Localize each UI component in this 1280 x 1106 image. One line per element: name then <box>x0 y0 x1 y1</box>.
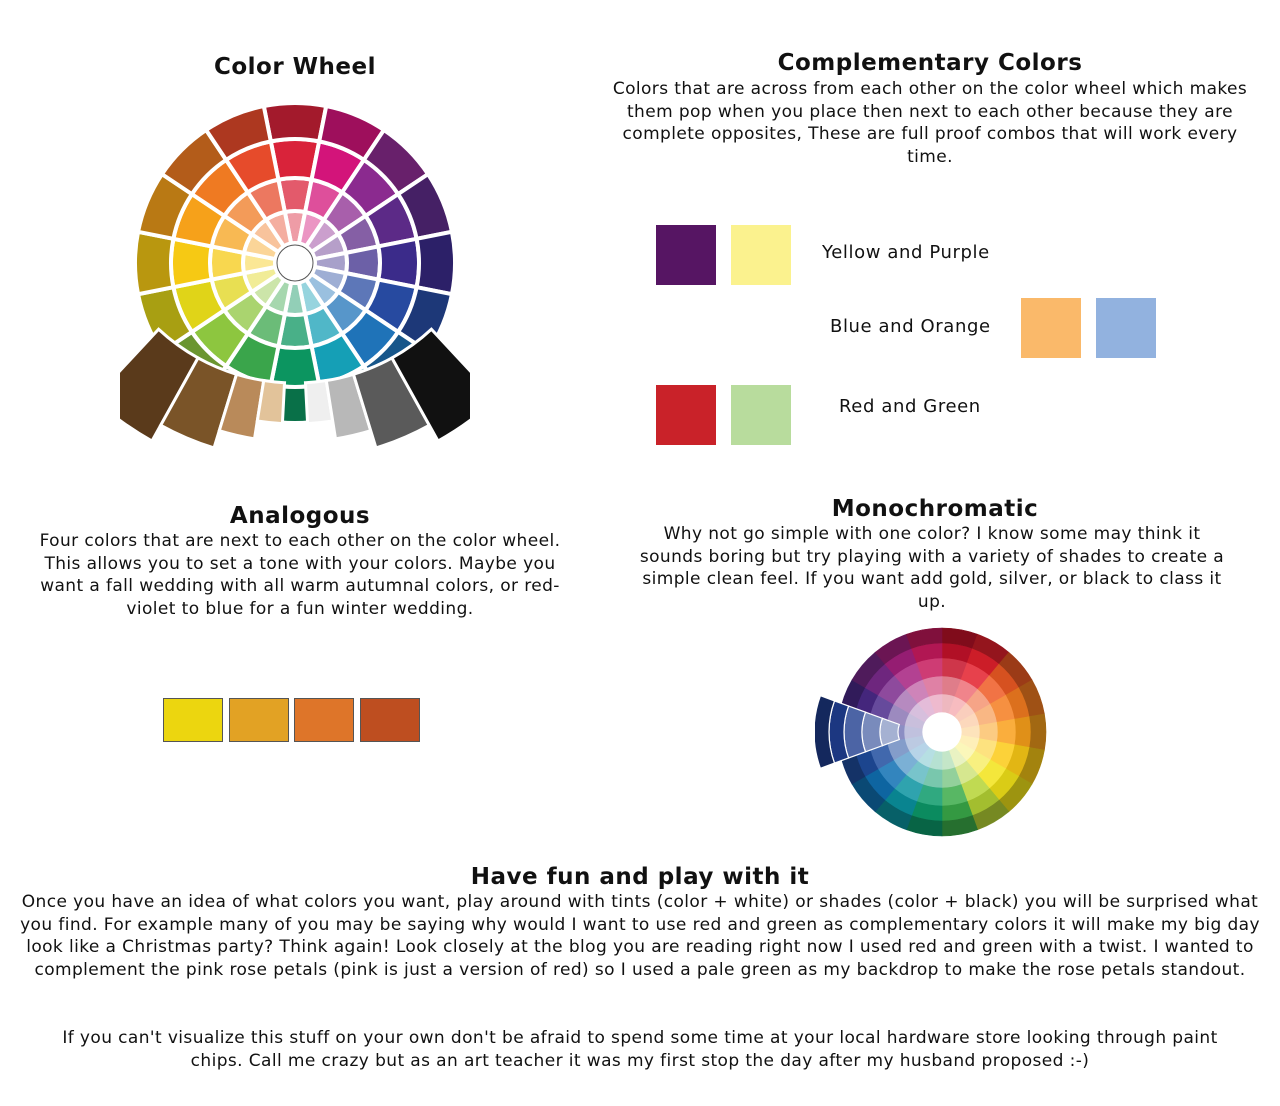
complementary-swatch-purple <box>656 225 716 285</box>
have-fun-title: Have fun and play with it <box>470 864 810 890</box>
analogous-swatch-4 <box>360 698 420 742</box>
pair-label-red-green: Red and Green <box>839 396 981 417</box>
mono-wheel-pulled-wedge <box>844 706 865 758</box>
color-wheel-graphic <box>120 88 470 488</box>
analogous-description: Four colors that are next to each other on the color wheel. This allows you to set a tone with your colors. Maybe you want a fall wedding with all warm autumnal colors, or red-violet to blue for a fun winter wedding. <box>39 531 561 619</box>
complementary-swatch-green <box>731 385 791 445</box>
analogous-swatches <box>163 698 421 742</box>
mono-wheel-segment <box>1015 717 1031 748</box>
complementary-swatch-red <box>656 385 716 445</box>
analogous-swatch-3 <box>294 698 354 742</box>
analogous-swatch-1 <box>163 698 223 742</box>
analogous-swatch-2 <box>229 698 289 742</box>
color-wheel-segment <box>135 232 173 294</box>
complementary-swatch-orange <box>1021 298 1081 358</box>
pair-label-yellow-purple: Yellow and Purple <box>822 242 990 263</box>
color-wheel-center <box>277 245 313 281</box>
mono-wheel-segment <box>1030 714 1046 750</box>
analogous-title: Analogous <box>229 503 371 529</box>
monochromatic-title: Monochromatic <box>831 496 1039 522</box>
complementary-description: Colors that are across from each other on the color wheel which makes them pop when you place then next to each other because they are complete opposites, These are full proof combos that will work every time. <box>612 79 1248 167</box>
mono-wheel-segment <box>997 719 1016 745</box>
color-wheel-title: Color Wheel <box>213 54 377 80</box>
complementary-swatch-blue <box>1096 298 1156 358</box>
color-wheel-segment <box>417 232 455 294</box>
monochromatic-wheel-graphic <box>815 625 1055 840</box>
pair-label-blue-orange: Blue and Orange <box>830 316 991 337</box>
complementary-title: Complementary Colors <box>777 50 1083 76</box>
neutral-swatch <box>257 381 284 424</box>
monochromatic-description: Why not go simple with one color? I know some may think it sounds boring but try playing with a variety of shades to create a simple clean feel. If you want add gold, silver, or black to class it up. <box>639 524 1225 612</box>
mono-wheel-pulled-wedge <box>862 712 882 752</box>
have-fun-paragraph-2: If you can't visualize this stuff on your own don't be afraid to spend some time at your local hardware store looking through paint chips. Call me crazy but as an art teacher it was my first stop the day after my husband proposed :-) <box>62 1028 1218 1071</box>
have-fun-paragraph-1: Once you have an idea of what colors you want, play around with tints (color + white) or shades (color + black) you will be surprised what you find. For example many of you may be saying why would I want to use red and green as complementary colors it will make my big day look like a Christmas party? Think again! Look closely at the blog you are reading right now I used red and green with a twist. I wanted to complement the pink rose petals (pink is just a version of red) so I used a pale green as my backdrop to make the rose petals standout. <box>20 892 1260 980</box>
mono-wheel-center <box>923 713 961 751</box>
complementary-swatch-yellow <box>731 225 791 285</box>
color-wheel-segment <box>264 103 326 141</box>
